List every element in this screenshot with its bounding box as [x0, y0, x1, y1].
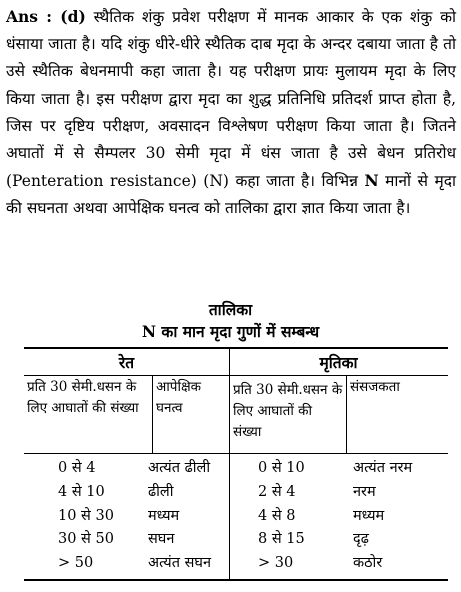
sand-density-header: आपेक्षिक घनत्व [156, 379, 202, 416]
clay-consistency-header: संसजकता [350, 379, 400, 395]
clay-consistency-cell: दृढ़ [353, 531, 369, 548]
answer-line-1: स्थैतिक शंकु प्रवेश परीक्षण में मानक आकार के एक [85, 8, 402, 26]
answer-line-4: परीक्षण प्रायः मुलायम मृदा के लिए किया जाता है। इस परीक्षण [6, 62, 457, 108]
clay-consistency-cell: अत्यंत नरम [353, 460, 413, 476]
answer-prefix: Ans : (d) [6, 7, 86, 26]
clay-blows-cell: 4 से 8 [258, 507, 296, 524]
sand-blows-cell: 30 से 50 [58, 531, 114, 548]
sand-density-cell: ढीली [148, 483, 174, 500]
sand-col-divider [152, 376, 153, 453]
clay-col-divider [346, 376, 347, 453]
answer-line-8a: (Penteration resistance) [6, 172, 204, 191]
sand-blows-cell: 10 से 30 [58, 507, 114, 524]
answer-paragraph [6, 3, 456, 223]
group-divider [229, 349, 230, 579]
clay-blows-header: प्रति 30 सेमी.धसन के लिए आघातों की संख्या [233, 382, 343, 440]
sand-header: रेत [118, 353, 135, 372]
table-caption: तालिका [208, 300, 253, 319]
answer-line-6: परीक्षण, अवसादन विश्लेषण परीक्षण किया जाता है। जितने अघातों [6, 116, 457, 163]
sand-density-cell: सघन [148, 531, 175, 548]
answer-line-10: किया जाता है। [329, 199, 411, 218]
soil-n-value-table [24, 347, 448, 581]
clay-blows-cell: 0 से 10 [258, 460, 305, 476]
sand-blows-cell: 4 से 10 [58, 483, 105, 500]
header-divider [24, 375, 448, 376]
sand-density-cell: अत्यंत सघन [148, 555, 211, 572]
clay-consistency-cell: नरम [353, 483, 376, 500]
answer-line-7: में से सैम्पलर 30 सेमी मृदा में धंस जाता है उसे बेधन प्रतिरोध [54, 144, 456, 163]
answer-line-8c: मानों [378, 172, 412, 191]
answer-line-8-n-bold: N [364, 171, 379, 191]
subheader-divider [24, 453, 448, 454]
clay-consistency-cell: कठोर [353, 555, 383, 572]
sand-blows-cell: > 50 [58, 555, 94, 572]
clay-consistency-cell: मध्यम [353, 507, 385, 524]
answer-line-5: द्वारा मृदा का शुद्ध प्रतिनिधि प्रतिदर्श प्राप्त होता है, जिस पर दृष्टिय [6, 89, 456, 135]
answer-line-3: अन्दर दबाया जाता है तो उसे स्थैतिक बेधनमापी कहा जाता है। यह [6, 35, 456, 81]
sand-blows-cell: 0 से 4 [58, 460, 96, 476]
answer-line-2: शंकु को धंसाया जाता है। यदि शंकु धीरे-धीरे स्थैतिक दाब मृदा के [6, 8, 456, 54]
answer-line-8-n: (N) [203, 172, 229, 191]
answer-line-8b: कहा जाता है। विभिन्न [228, 172, 365, 191]
answer-line-9: से मृदा की सघनता अथवा आपेक्षिक घनत्व को तालिका द्वारा ज्ञात [6, 172, 457, 218]
clay-header: मृतिका [319, 353, 358, 372]
sand-density-cell: अत्यंत ढीली [148, 460, 211, 476]
clay-blows-cell: > 30 [258, 555, 294, 572]
clay-blows-cell: 8 से 15 [258, 531, 305, 548]
sand-blows-header: प्रति 30 सेमी.धसन के लिए आघातों की संख्या [27, 379, 139, 416]
clay-blows-cell: 2 से 4 [258, 483, 296, 500]
sand-density-cell: मध्यम [148, 507, 180, 524]
table-title: N का मान मृदा गुणों में सम्बन्ध [141, 322, 320, 341]
